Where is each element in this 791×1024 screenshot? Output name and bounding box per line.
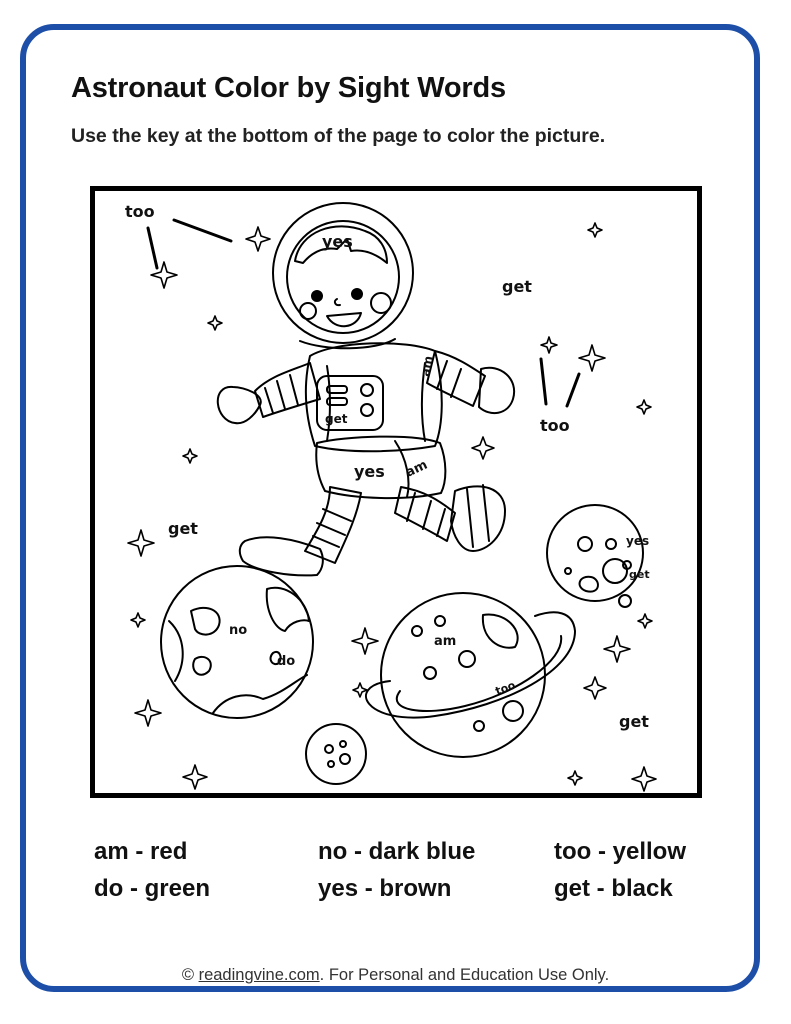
nose <box>335 299 340 305</box>
left-eye-icon <box>312 291 322 301</box>
smile <box>327 313 361 326</box>
word-get-top-right: get <box>502 277 532 296</box>
word-too-ring: too <box>493 678 518 698</box>
page-title: Astronaut Color by Sight Words <box>71 72 506 104</box>
word-get-chest: get <box>325 412 348 426</box>
star-icon <box>246 227 270 251</box>
earth-planet <box>161 566 313 718</box>
instructions: Use the key at the bottom of the page to color the picture. <box>71 125 606 147</box>
star-icon <box>135 700 161 726</box>
star-icon <box>183 449 197 463</box>
small-moon <box>547 505 643 607</box>
key-yes: yes - brown <box>318 875 452 902</box>
sight-words <box>125 202 650 731</box>
word-no-earth: no <box>229 623 248 638</box>
word-get-moon: get <box>629 568 650 581</box>
word-yes-belly: yes <box>354 462 385 481</box>
star-icon <box>579 345 605 371</box>
key-am: am - red <box>94 838 188 865</box>
star-icon <box>568 771 582 785</box>
word-get-left: get <box>168 519 198 538</box>
star-icon <box>208 316 222 330</box>
star-icon <box>588 223 602 237</box>
star-icon <box>472 437 494 459</box>
word-yes-moon: yes <box>626 534 650 548</box>
astronaut-illustration <box>95 191 697 793</box>
word-too-right: too <box>540 416 570 435</box>
right-eye-icon <box>352 289 362 299</box>
helmet <box>273 203 413 343</box>
star-icon <box>183 765 207 789</box>
star-icon <box>604 636 630 662</box>
readingvine-link[interactable]: readingvine.com <box>198 966 320 984</box>
star-icon <box>131 613 145 627</box>
word-get-bottom-right: get <box>619 712 649 731</box>
saturn-planet <box>366 593 575 757</box>
star-icon <box>352 628 378 654</box>
key-too: too - yellow <box>554 838 686 865</box>
star-icon <box>632 767 656 791</box>
left-cheek <box>300 303 316 319</box>
astronaut <box>218 203 514 575</box>
tiny-moon <box>306 724 366 784</box>
key-no: no - dark blue <box>318 838 476 865</box>
star-icon <box>128 530 154 556</box>
star-icon <box>637 400 651 414</box>
word-am-saturn: am <box>434 634 457 649</box>
shooting-lines <box>148 220 579 406</box>
right-cheek <box>371 293 391 313</box>
usage-notice: . For Personal and Education Use Only. <box>319 966 610 984</box>
word-do-earth: do <box>277 654 296 669</box>
left-leg <box>305 487 361 563</box>
word-am-leg: am <box>403 457 430 481</box>
star-icon <box>638 614 652 628</box>
footer-notice <box>0 966 791 985</box>
key-do: do - green <box>94 875 211 902</box>
star-icon <box>541 337 557 353</box>
star-icon <box>584 677 606 699</box>
copyright-prefix: © <box>181 966 199 984</box>
right-arm <box>427 351 485 406</box>
word-yes-helmet: yes <box>322 232 353 251</box>
star-icon <box>353 683 367 697</box>
word-am-arm: am <box>418 354 436 378</box>
key-get: get - black <box>554 875 673 902</box>
star-icons <box>128 223 656 791</box>
word-too-top: too <box>125 202 155 221</box>
astronaut-coloring-picture <box>90 186 702 798</box>
left-glove <box>218 387 261 423</box>
star-icon <box>151 262 177 288</box>
right-boot <box>451 486 505 551</box>
